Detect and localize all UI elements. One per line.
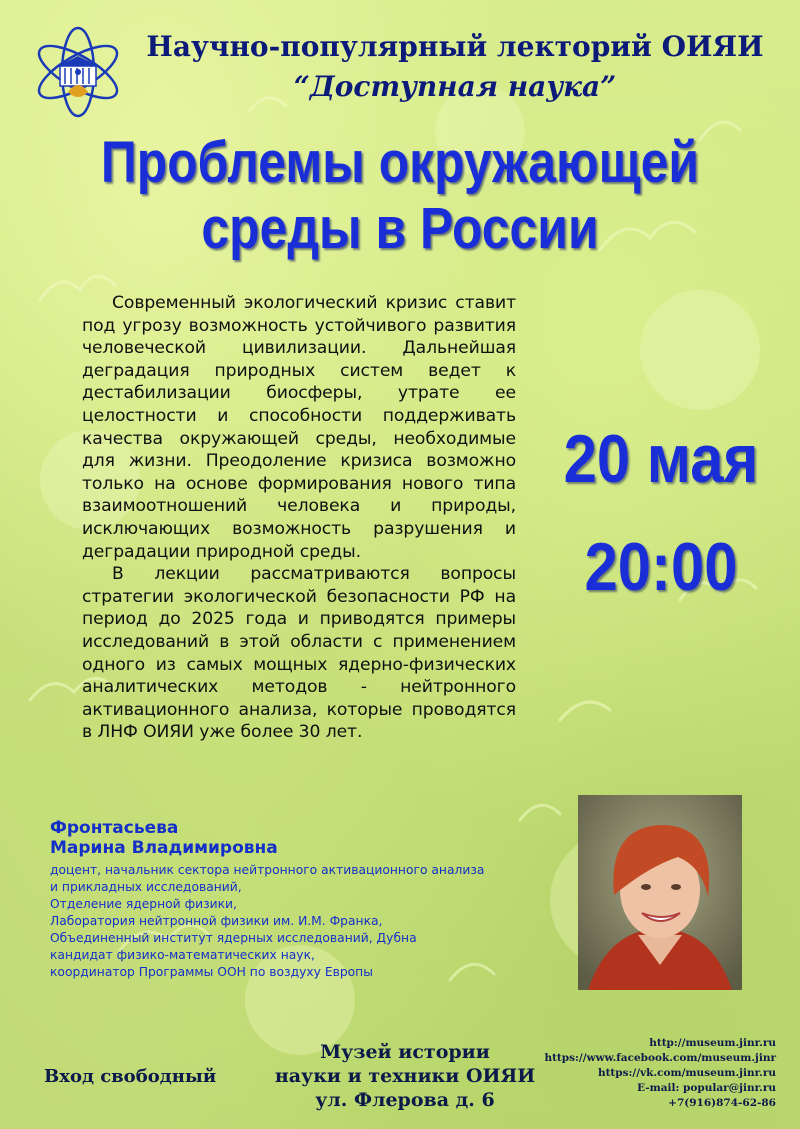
venue-line: ул. Флерова д. 6 bbox=[315, 1089, 495, 1111]
venue-address bbox=[260, 1040, 550, 1112]
venue-line: Музей истории bbox=[320, 1041, 490, 1063]
website-link[interactable]: http://museum.jinr.ru bbox=[649, 1037, 776, 1049]
credential-line: Объединенный институт ядерных исследований, Дубна bbox=[50, 931, 417, 945]
series-subtitle: “Доступная наука” bbox=[293, 70, 617, 103]
speaker-credentials bbox=[50, 862, 484, 981]
credential-line: координатор Программы ООН по воздуху Европы bbox=[50, 965, 373, 979]
speaker-surname: Фронтасьева bbox=[50, 818, 179, 838]
lecture-title-line1: Проблемы окружающей bbox=[100, 130, 700, 195]
series-title: Научно-популярный лекторий ОИЯИ bbox=[146, 30, 764, 63]
admission-note: Вход свободный bbox=[44, 1066, 217, 1087]
event-time: 20:00 bbox=[584, 529, 738, 605]
venue-line: науки и техники ОИЯИ bbox=[274, 1065, 536, 1087]
vk-link[interactable]: https://vk.com/museum.jinr.ru bbox=[597, 1067, 776, 1079]
contact-info bbox=[544, 1036, 776, 1111]
credential-line: доцент, начальник сектора нейтронного активационного анализа bbox=[50, 863, 485, 877]
lecture-description bbox=[82, 292, 516, 744]
event-date: 20 мая bbox=[563, 421, 759, 497]
credential-line: кандидат физико-математических наук, bbox=[50, 948, 315, 962]
phone-contact[interactable]: +7(916)874-62-86 bbox=[668, 1097, 776, 1109]
credential-line: и прикладных исследований, bbox=[50, 880, 242, 894]
facebook-link[interactable]: https://www.facebook.com/museum.jinr bbox=[544, 1052, 776, 1064]
lecture-title-line2: среды в России bbox=[201, 196, 599, 261]
speaker-portrait bbox=[578, 795, 742, 990]
credential-line: Отделение ядерной физики, bbox=[50, 897, 237, 911]
credential-line: Лаборатория нейтронной физики им. И.М. Франка, bbox=[50, 914, 383, 928]
speaker-given-names: Марина Владимировна bbox=[50, 838, 278, 858]
description-paragraph-2: В лекции рассматриваются вопросы стратегии экологической безопасности РФ на период до 2025 года и приводятся примеры исследований в этой области с применением одного из самых мощных ядерно-физических аналитических методов - нейтронного активационного анализа, которые проводятся в ЛНФ ОИЯИ уже более 30 лет. bbox=[82, 564, 516, 743]
email-contact[interactable]: E-mail: popular@jinr.ru bbox=[637, 1082, 776, 1094]
description-paragraph-1: Современный экологический кризис ставит под угрозу возможность устойчивого развития человеческой цивилизации. Дальнейшая деградация природных систем ведет к дестабилизации биосферы, утрате ее целостности и способности поддерживать качества окружающей среды, необходимые для жизни. Преодоление кризиса возможно только на основе формирования нового типа взаимоотношений человека и природы, исключающих возможность разрушения и деградации природной среды. bbox=[82, 293, 516, 562]
